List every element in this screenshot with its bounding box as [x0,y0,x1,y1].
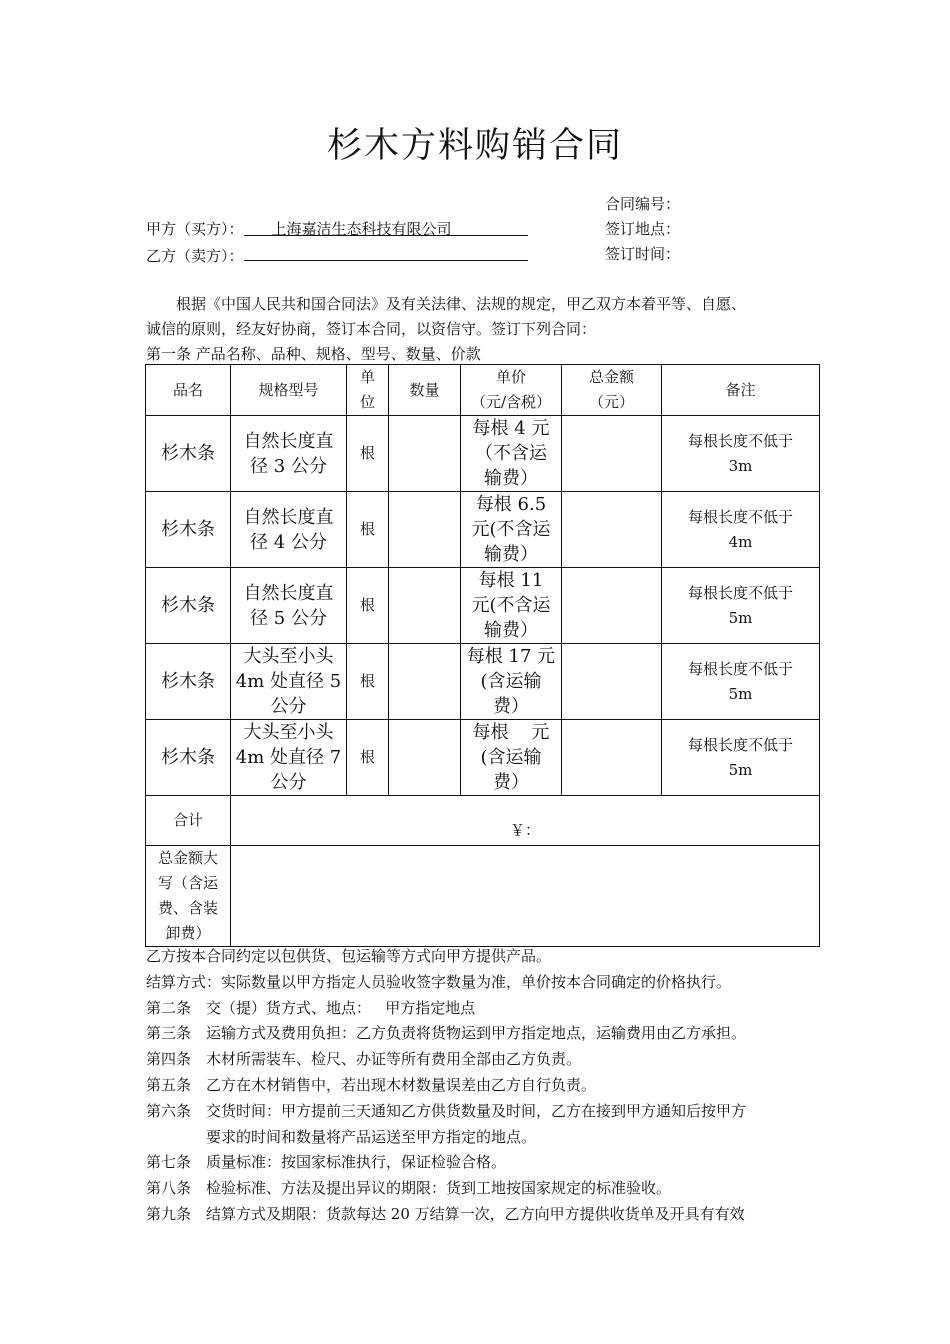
cell-price: 每根 11 元(不含运 输费） [461,568,562,644]
article-1-heading: 第一条 产品名称、品种、规格、型号、数量、价款 [146,345,481,363]
clause-label: 第七条 [146,1153,192,1172]
clauses [146,944,826,1228]
header-name: 品名 [146,365,231,416]
clause-label: 第六条 [146,1101,192,1120]
cell-unit: 根 [347,492,389,568]
party-a-name-field [244,218,528,236]
table-row [146,492,820,568]
header-qty: 数量 [389,365,461,416]
contract-no-label: 合同编号： [605,195,681,213]
intro-line-1: 根据《中国人民共和国合同法》及有关法律、法规的规定，甲乙双方本着平等、自愿、 [176,295,747,313]
total-label: 合计 [146,796,231,846]
cell-name: 杉木条 [146,720,231,796]
cell-total [562,720,662,796]
party-b-name-field [244,243,528,261]
table-row [146,416,820,492]
clause-line: 第五条 乙方在木材销售中，若出现木材数量误差由乙方自行负责。 [146,1073,826,1099]
clause-label: 第九条 [146,1204,192,1223]
sign-place-label: 签订地点： [605,220,681,238]
cell-name: 杉木条 [146,492,231,568]
clause-line: 第八条 检验标准、方法及提出异议的期限：货到工地按国家规定的标准验收。 [146,1176,826,1202]
cell-remark: 每根长度不低于 5m [662,568,820,644]
cell-spec: 自然长度直 径 3 公分 [231,416,347,492]
cell-unit: 根 [347,416,389,492]
clause-line: 结算方式：实际数量以甲方指定人员验收签字数量为准，单价按本合同确定的价格执行。 [146,972,732,991]
clause-line: 要求的时间和数量将产品运送至甲方指定的地点。 [206,1127,537,1146]
cell-spec: 自然长度直 径 5 公分 [231,568,347,644]
cell-total [562,568,662,644]
clause-label: 第八条 [146,1179,192,1198]
clause-label: 第四条 [146,1050,192,1069]
cell-name: 杉木条 [146,416,231,492]
cell-qty [389,568,461,644]
header-remark: 备注 [662,365,820,416]
cell-qty [389,416,461,492]
party-b-row [146,243,528,266]
party-a-row [146,218,528,239]
cell-total [562,644,662,720]
table-row [146,644,820,720]
clause-line: 第九条 结算方式及期限：货款每达 20 万结算一次，乙方向甲方提供收货单及开具有有效 [146,1202,826,1228]
cell-spec: 大头至小头 4m 处直径 5 公分 [231,644,347,720]
cell-name: 杉木条 [146,644,231,720]
total-value: ￥： [231,796,820,846]
clause-line: 第四条 木材所需装车、检尺、办证等所有费用全部由乙方负责。 [146,1047,826,1073]
total-row [146,796,820,846]
table-row [146,720,820,796]
table-header-row [146,365,820,416]
header-unit: 单 位 [347,365,389,416]
cell-price: 每根 4 元 （不含运 输费） [461,416,562,492]
cell-unit: 根 [347,568,389,644]
cell-remark: 每根长度不低于 5m [662,644,820,720]
clause-line: 第三条 运输方式及费用负担：乙方负责将货物运到甲方指定地点，运输费用由乙方承担。 [146,1021,826,1047]
sign-time-label: 签订时间： [605,245,681,263]
party-a-label: 甲方（买方）： [146,220,244,238]
clause-line: 第七条 质量标准：按国家标准执行，保证检验合格。 [146,1150,826,1176]
cell-price: 每根 元 (含运输 费） [461,720,562,796]
capital-label: 总金额大 写（含运 费、含装 卸费） [146,846,231,947]
cell-qty [389,720,461,796]
cell-spec: 大头至小头 4m 处直径 7 公分 [231,720,347,796]
cell-remark: 每根长度不低于 5m [662,720,820,796]
cell-spec: 自然长度直 径 4 公分 [231,492,347,568]
clause-label: 第二条 [146,998,192,1017]
cell-total [562,416,662,492]
clause-label: 第三条 [146,1024,192,1043]
clause-line: 乙方按本合同约定以包供货、包运输等方式向甲方提供产品。 [146,947,552,965]
cell-unit: 根 [347,720,389,796]
clause-label: 第五条 [146,1075,192,1094]
cell-qty [389,644,461,720]
cell-price: 每根 6.5 元(不含运 输费） [461,492,562,568]
cell-price: 每根 17 元 (含运输 费） [461,644,562,720]
capital-amount-row [146,846,820,947]
product-table [145,364,820,947]
header-total: 总金额 （元） [562,365,662,416]
cell-remark: 每根长度不低于 3m [662,416,820,492]
cell-name: 杉木条 [146,568,231,644]
cell-total [562,492,662,568]
party-a-name: 上海嘉洁生态科技有限公司 [271,220,452,238]
table-row [146,568,820,644]
intro-line-2: 诚信的原则，经友好协商，签订本合同，以资信守。签订下列合同： [146,320,597,338]
clause-line: 第六条 交货时间：甲方提前三天通知乙方供货数量及时间，乙方在接到甲方通知后按甲方 [146,1099,826,1125]
clause-line: 第二条 交（提）货方式、地点： 甲方指定地点 [146,996,826,1022]
capital-value [231,846,820,947]
header-spec: 规格型号 [231,365,347,416]
party-b-label: 乙方（卖方）： [146,247,244,265]
header-price: 单价 （元/含税） [461,365,562,416]
cell-qty [389,492,461,568]
cell-unit: 根 [347,644,389,720]
cell-remark: 每根长度不低于 4m [662,492,820,568]
document-title: 杉木方料购销合同 [326,126,623,166]
